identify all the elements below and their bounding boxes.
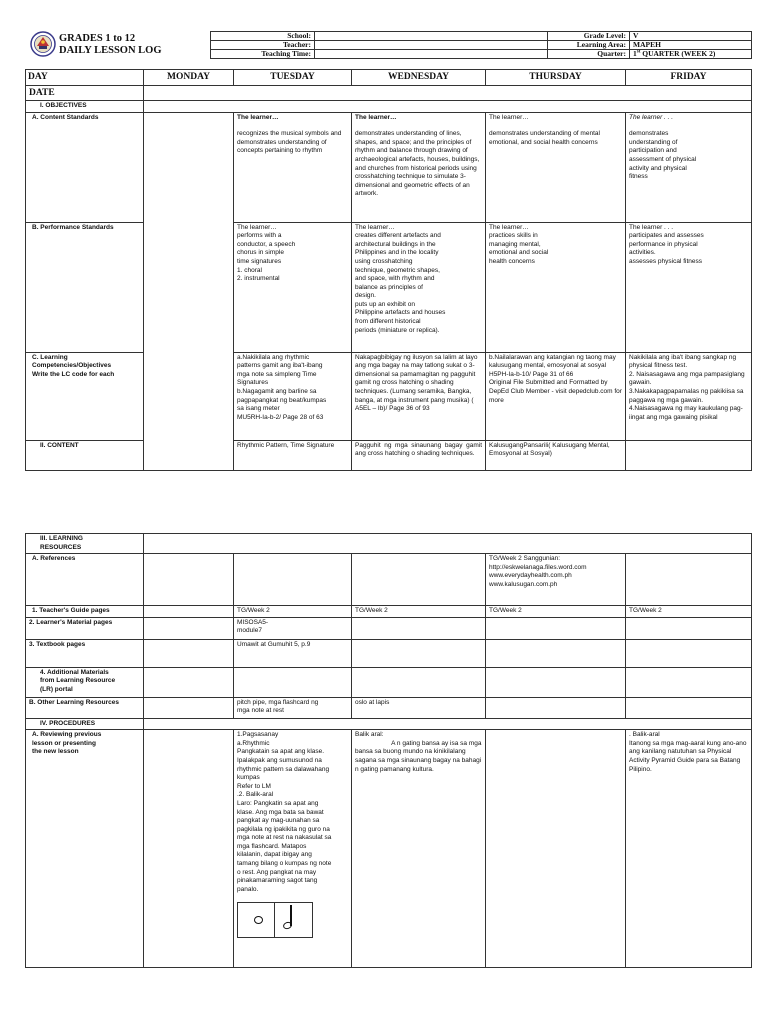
- fri-content-standards[interactable]: The learner . . . demonstrates understanding of participation and assessment of physical activity and physical fitness: [626, 112, 752, 222]
- objectives-heading: I. OBJECTIVES: [26, 101, 144, 113]
- header-info-table: [210, 31, 752, 59]
- teaching-time-label: Teaching Time:: [211, 50, 315, 59]
- grade-level-value[interactable]: V: [630, 32, 752, 41]
- performance-standards-label: B. Performance Standards: [26, 222, 144, 352]
- thu-performance-standards[interactable]: The learner… practices skills in managing mental, emotional and social health concerns: [486, 222, 626, 352]
- deped-seal-logo: [30, 31, 56, 57]
- monday-cell[interactable]: [144, 112, 234, 470]
- content-standards-label: A. Content Standards: [26, 112, 144, 222]
- tue-other-resources[interactable]: pitch pipe, mga flashcard ng mga note at rest: [234, 697, 352, 718]
- other-resources-label: B. Other Learning Resources: [26, 697, 144, 718]
- tue-performance-standards[interactable]: The learner… performs with a conductor, a speech chorus in simple time signatures 1. choral 2. instrumental: [234, 222, 352, 352]
- tue-content-standards[interactable]: The learner… recognizes the musical symbols and demonstrates understanding of concepts pertaining to rhythm: [234, 112, 352, 222]
- teacher-value[interactable]: [315, 41, 548, 50]
- thu-content-standards[interactable]: The learner… demonstrates understanding of mental emotional, and social health concerns: [486, 112, 626, 222]
- fri-review[interactable]: . Balik-aral Itanong sa mga mag-aaral kung ano-ano ang kanilang natutuhan sa Physical Activity Pyramid Guide para sa Batang Pilipino.: [626, 730, 752, 968]
- procedures-heading: IV. PROCEDURES: [26, 718, 144, 730]
- tue-tg-pages[interactable]: TG/Week 2: [234, 606, 352, 618]
- learning-resources-heading: III. LEARNING RESOURCES: [26, 534, 144, 554]
- tg-pages-label: 1. Teacher's Guide pages: [26, 606, 144, 618]
- learning-area-value[interactable]: MAPEH: [630, 41, 752, 50]
- lesson-log-table-objectives: [25, 69, 752, 471]
- fri-content[interactable]: [626, 440, 752, 470]
- lm-pages-label: 2. Learner's Material pages: [26, 617, 144, 639]
- references-label: A. References: [26, 554, 144, 606]
- content-heading: II. CONTENT: [26, 440, 144, 470]
- textbook-pages-label: 3. Textbook pages: [26, 639, 144, 667]
- col-friday: FRIDAY: [626, 70, 752, 86]
- tue-content[interactable]: Rhythmic Pattern, Time Signature: [234, 440, 352, 470]
- school-value[interactable]: [315, 32, 548, 41]
- wed-other-resources[interactable]: oslo at lapis: [352, 697, 486, 718]
- lesson-log-table-resources: [25, 533, 752, 968]
- quarter-label: Quarter:: [548, 50, 630, 59]
- col-tuesday: TUESDAY: [234, 70, 352, 86]
- whole-note-icon: [254, 916, 263, 924]
- grade-level-label: Grade Level:: [548, 32, 630, 41]
- wed-content-standards[interactable]: The learner… demonstrates understanding of lines, shapes, and space; and the principles of rhythm and balance through drawing of archaeological artefacts, houses, buildings, and churches from historical periods using crosshatching technique to simulate 3-dimensional and geometric effects of an artwork.: [352, 112, 486, 222]
- tue-review[interactable]: 1.Pagsasanay a.Rhythmic Pangkatain sa apat ang klase. Ipalakpak ang sumusunod na rhythmic pattern sa dalawahang kumpas Refer to LM .2. Balik-aral Laro: Pangkatin sa apat ang klase. Ang mga bata sa bawat pangkat ay mag-uunahan sa pagkilala ng ipakikita ng guro na mga note at rest na nakasulat sa mga flashcard. Matapos kilalanin, dapat ibigay ang tamang bilang o kumpas ng note o rest. Ang pangkat na may pinakamaraming sagot tang panalo.: [234, 730, 352, 968]
- tue-competencies[interactable]: a.Nakikilala ang rhythmic patterns gamit ang iba't-ibang mga note sa simpleng Time Signatures b.Nagagamit ang barline sa pagpapangkat ng beat/kumpas sa isang meter MU5RH-Ia-b-2/ Page 28 of 63: [234, 352, 352, 440]
- thu-references[interactable]: TG/Week 2 Sanggunian: http://eskwelanaga.files.word.com www.everydayhealth.com.ph www.kalusugan.com.ph: [486, 554, 626, 606]
- wed-tg-pages[interactable]: TG/Week 2: [352, 606, 486, 618]
- wed-competencies[interactable]: Nakapagbibigay ng ilusyon sa lalim at layo ang mga bagay na may tatlong sukat o 3- dimensional sa pamamagitan ng pagguhit gamit ng cross hatching o shading techniques. (Lumang seramika, Bangka, banga, at mga instrument pang musika) ( A5EL – Ib)/ Page 36 of 93: [352, 352, 486, 440]
- document-title-line1: GRADES 1 to 12: [59, 33, 136, 44]
- thu-competencies[interactable]: b.Nailalarawan ang katangian ng taong may kalusugang mental, emosyonal at sosyal H5PH-Ia-b-10/ Page 31 of 66 Original File Submitted and Formatted by DepEd Club Member - visit depedclub.com for more: [486, 352, 626, 440]
- day-label: DAY: [26, 70, 144, 86]
- competencies-label: C. Learning Competencies/Objectives Write the LC code for each: [26, 352, 144, 440]
- school-label: School:: [211, 32, 315, 41]
- rhythm-notes-image: [237, 902, 313, 938]
- teacher-label: Teacher:: [211, 41, 315, 50]
- wed-performance-standards[interactable]: The learner… creates different artefacts and architectural buildings in the Philippines and in the locality using crosshatching technique, geometric shapes, and space, with rhythm and balance as principles of design. puts up an exhibit on Philippine artefacts and houses from different historical periods (miniature or replica).: [352, 222, 486, 352]
- learning-area-label: Learning Area:: [548, 41, 630, 50]
- date-label: DATE: [26, 85, 144, 101]
- review-lesson-label: A. Reviewing previous lesson or presenting the new lesson: [26, 730, 144, 968]
- col-thursday: THURSDAY: [486, 70, 626, 86]
- date-value[interactable]: [144, 85, 752, 101]
- col-monday: MONDAY: [144, 70, 234, 86]
- fri-competencies[interactable]: Nakikilala ang iba't ibang sangkap ng physical fitness test. 2. Naisasagawa ang mga pampasiglang gawain. 3.Nakakapagpapamalas ng pakikiisa sa paggawa ng mga gawain. 4.Naisasagawa ng may kaukulang pag-iingat ang mga gawaing pisikal: [626, 352, 752, 440]
- thu-content[interactable]: KalusugangPansarili( Kalusugang Mental, Emosyonal at Sosyal): [486, 440, 626, 470]
- wed-content[interactable]: Pagguhit ng mga sinaunang bagay gamit ang cross hatching o shading techniques.: [352, 440, 486, 470]
- fri-tg-pages[interactable]: TG/Week 2: [626, 606, 752, 618]
- fri-performance-standards[interactable]: The learner . . . participates and assesses performance in physical activities. assesses physical fitness: [626, 222, 752, 352]
- teaching-time-value[interactable]: [315, 50, 548, 59]
- quarter-value[interactable]: 1st QUARTER (WEEK 2): [630, 50, 752, 59]
- document-title-line2: DAILY LESSON LOG: [59, 45, 162, 56]
- additional-materials-label: 4. Additional Materials from Learning Resource (LR) portal: [26, 667, 144, 697]
- thu-tg-pages[interactable]: TG/Week 2: [486, 606, 626, 618]
- col-wednesday: WEDNESDAY: [352, 70, 486, 86]
- tue-lm-pages[interactable]: MISOSA5- module7: [234, 617, 352, 639]
- wed-review[interactable]: Balik aral: A n gating bansa ay isa sa mga bansa sa buong mundo na kinikilalang sagana sa mga sinaunang bagay na bahagi n gating pamanang kultura.: [352, 730, 486, 968]
- tue-textbook-pages[interactable]: Umawit at Gumuhit 5, p.9: [234, 639, 352, 667]
